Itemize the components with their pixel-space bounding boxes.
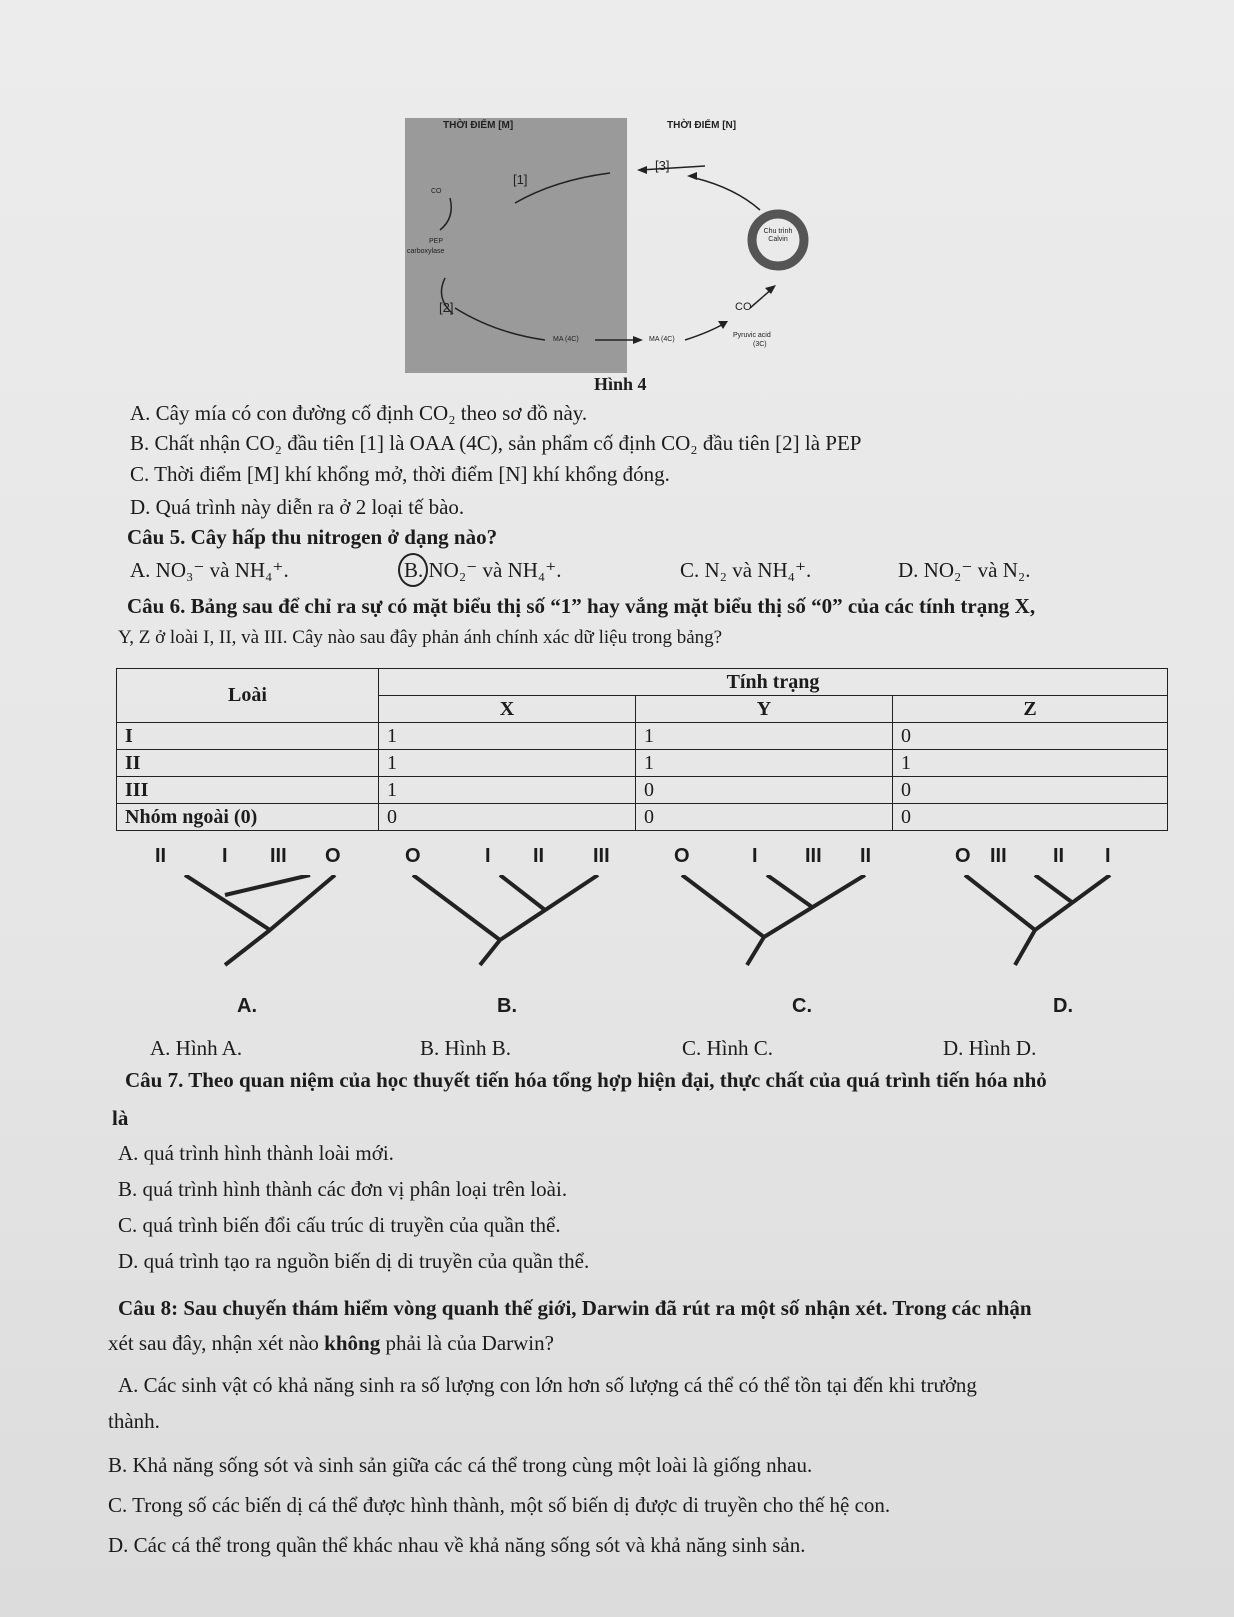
q6-traits-table [116, 668, 1168, 831]
q8-option-b: B. Khả năng sống sót và sinh sản giữa các cá thể trong cùng một loài là giống nhau. [108, 1453, 813, 1477]
tree-tip: II [1053, 845, 1065, 867]
header-trait-x: X [379, 696, 636, 723]
tree-tip: O [405, 845, 421, 867]
figure-4-c4-diagram [405, 118, 845, 378]
tree-tip: II [860, 845, 872, 867]
step-3-label: [3] [655, 158, 670, 173]
q5-option-b: B. NO₂⁻ và NH₄⁺. [404, 558, 562, 582]
q7-stem-line-2: là [112, 1106, 129, 1130]
table-row [117, 777, 1168, 804]
tree-caption: C. [792, 995, 812, 1017]
trait-z-value: 1 [893, 750, 1168, 777]
trait-y-value: 0 [636, 804, 893, 831]
tree-tip: I [222, 845, 228, 867]
table-row [117, 804, 1168, 831]
q7-stem-line-1: Câu 7. Theo quan niệm của học thuyết tiến hóa tổng hợp hiện đại, thực chất của quá trình tiến hóa nhỏ [125, 1068, 1047, 1092]
q8-stem-line-2-emphasis: không [324, 1331, 381, 1355]
table-row [117, 750, 1168, 777]
q4-option-b: B. Chất nhận CO₂ đầu tiên [1] là OAA (4C), sản phẩm cố định CO₂ đầu tiên [2] là PEP [130, 431, 862, 455]
q7-option-d: D. quá trình tạo ra nguồn biến dị di truyền của quần thể. [118, 1249, 590, 1273]
tree-caption: A. [237, 995, 257, 1017]
q8-option-c: C. Trong số các biến dị cá thể được hình thành, một số biến dị được di truyền cho thế hệ con. [108, 1493, 891, 1517]
species-name: I [117, 723, 379, 750]
header-traits: Tính trạng [379, 669, 1168, 696]
trait-x-value: 1 [379, 750, 636, 777]
q5-answer-circle-mark [398, 553, 428, 587]
q8-stem-line-2-post: phải là của Darwin? [380, 1331, 554, 1355]
trait-x-value: 0 [379, 804, 636, 831]
tree-tip: II [155, 845, 167, 867]
tree-branches [955, 875, 1225, 995]
tree-tip: II [533, 845, 545, 867]
q7-option-a: A. quá trình hình thành loài mới. [118, 1141, 394, 1165]
q6-option-b: B. Hình B. [420, 1036, 512, 1060]
q4-option-c: C. Thời điểm [M] khí khổng mở, thời điểm [N] khí khổng đóng. [130, 462, 670, 486]
tree-tip: III [270, 845, 287, 867]
q8-stem-line-2 [108, 1330, 554, 1356]
tree-tip: III [593, 845, 610, 867]
tree-tip: I [485, 845, 491, 867]
header-trait-y: Y [636, 696, 893, 723]
q8-stem-line-1-text: Câu 8: Sau chuyến thám hiểm vòng quanh thế giới, Darwin đã rút ra một số nhận xét. Trong các nhận [118, 1296, 1032, 1320]
q8-option-d: D. Các cá thể trong quần thể khác nhau về khả năng sống sót và khả năng sinh sản. [108, 1533, 806, 1557]
co2-right-label: CO [735, 301, 752, 313]
malate-right-label: MA (4C) [649, 336, 675, 343]
q8-stem-line-1 [118, 1295, 1032, 1321]
tree-tip: O [955, 845, 971, 867]
tree-tip: O [325, 845, 341, 867]
q5-option-c: C. N₂ và NH₄⁺. [680, 558, 812, 582]
c4-cycle-arrows [405, 118, 845, 378]
trait-z-value: 0 [893, 777, 1168, 804]
trait-x-value: 1 [379, 723, 636, 750]
tree-branches [672, 875, 942, 995]
header-trait-z: Z [893, 696, 1168, 723]
tree-branches [405, 875, 675, 995]
pyruvic-carbon-count: (3C) [753, 341, 767, 348]
pep-label: PEP [429, 238, 444, 245]
q6-option-c: C. Hình C. [682, 1036, 774, 1060]
trait-z-value: 0 [893, 723, 1168, 750]
q8-option-a-line-2: thành. [108, 1409, 160, 1433]
tree-tip: O [674, 845, 690, 867]
q4-option-d: D. Quá trình này diễn ra ở 2 loại tế bào. [130, 495, 465, 519]
q5-stem: Câu 5. Cây hấp thu nitrogen ở dạng nào? [127, 525, 498, 549]
timepoint-n-label: THỜI ĐIỂM [N] [667, 120, 737, 131]
pyruvic-acid-label: Pyruvic acid [733, 332, 771, 339]
species-name: II [117, 750, 379, 777]
q8-stem-line-2-pre: xét sau đây, nhận xét nào [108, 1331, 325, 1355]
tree-tip: III [990, 845, 1007, 867]
trait-y-value: 1 [636, 750, 893, 777]
tree-b [405, 845, 675, 1017]
q7-option-c: C. quá trình biến đổi cấu trúc di truyền của quần thể. [118, 1213, 561, 1237]
table-header-row [117, 669, 1168, 696]
q6-stem-line-1: Câu 6. Bảng sau để chỉ ra sự có mặt biểu thị số “1” hay vắng mặt biểu thị số “0” của các tính trạng X, [127, 594, 1036, 618]
timepoint-m-label: THỜI ĐIỂM [M] [443, 120, 514, 131]
calvin-cycle-label: Chu trình Calvin [763, 228, 793, 243]
step-1-label: [1] [513, 172, 528, 187]
q6-stem-line-2: Y, Z ở loài I, II, và III. Cây nào sau đây phản ánh chính xác dữ liệu trong bảng? [118, 627, 723, 648]
tree-tip: I [1105, 845, 1111, 867]
figure-4-caption: Hình 4 [594, 374, 647, 394]
q6-option-a: A. Hình A. [150, 1036, 243, 1060]
tree-caption: D. [1053, 995, 1073, 1017]
carboxylase-label: carboxylase [407, 248, 445, 255]
table-row [117, 723, 1168, 750]
trait-y-value: 1 [636, 723, 893, 750]
q6-option-d: D. Hình D. [943, 1036, 1037, 1060]
malate-left-label: MA (4C) [553, 336, 579, 343]
tree-d [955, 845, 1225, 1017]
trait-z-value: 0 [893, 804, 1168, 831]
species-name: Nhóm ngoài (0) [117, 804, 379, 831]
q7-option-b: B. quá trình hình thành các đơn vị phân loại trên loài. [118, 1177, 568, 1201]
tree-tip: III [805, 845, 822, 867]
tree-tip: I [752, 845, 758, 867]
co2-left-label: CO [431, 188, 442, 195]
tree-c [672, 845, 942, 1017]
step-2-label: [2] [439, 300, 454, 315]
trait-y-value: 0 [636, 777, 893, 804]
q8-option-a-line-1: A. Các sinh vật có khả năng sinh ra số lượng con lớn hơn số lượng cá thể có thể tồn tại đến khi trưởng [118, 1373, 977, 1397]
species-name: III [117, 777, 379, 804]
tree-branches [145, 875, 415, 995]
q4-option-a: A. Cây mía có con đường cố định CO₂ theo sơ đồ này. [130, 401, 588, 425]
trait-x-value: 1 [379, 777, 636, 804]
tree-caption: B. [497, 995, 517, 1017]
q5-option-d: D. NO₂⁻ và N₂. [898, 558, 1031, 582]
header-species: Loài [117, 669, 379, 723]
q5-option-a: A. NO₃⁻ và NH₄⁺. [130, 558, 289, 582]
tree-a [145, 845, 415, 1017]
